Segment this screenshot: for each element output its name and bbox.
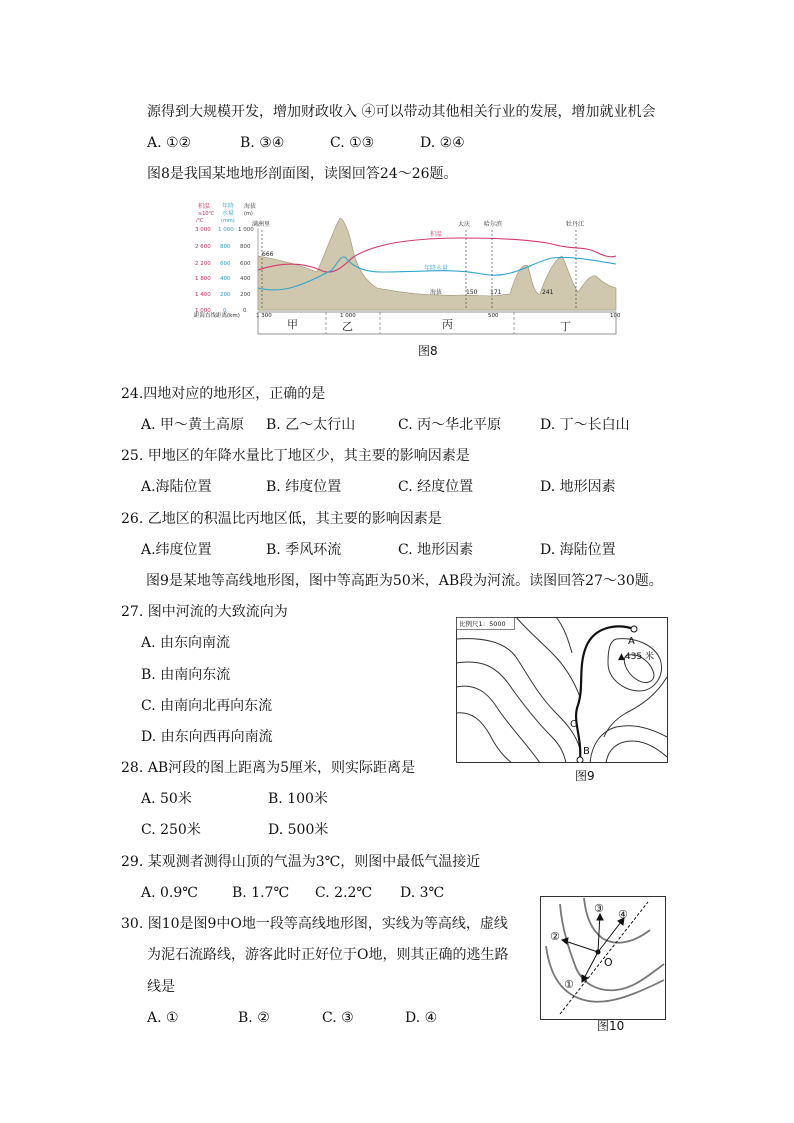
q26-option-b: B. 季风环流 xyxy=(266,542,342,558)
fig10-caption: 图10 xyxy=(597,1019,625,1033)
region-bing: 丙 xyxy=(442,318,453,331)
jiwen-unit: /℃ xyxy=(196,218,204,224)
svg-text:1 000: 1 000 xyxy=(340,313,356,319)
series-label-alt: 海拔 xyxy=(430,289,443,296)
q28-option-d: D. 500米 xyxy=(268,822,329,838)
q25-stem: 25. 甲地区的年降水量比丁地区少，其主要的影响因素是 xyxy=(121,448,470,464)
jiwen-header: 积温 xyxy=(198,203,211,210)
q29-option-d: D. 3℃ xyxy=(400,885,445,901)
svg-text:3 000: 3 000 xyxy=(195,227,211,233)
q24-option-d: D. 丁～长白山 xyxy=(540,417,630,433)
fig8-profile-chart xyxy=(192,196,628,340)
q25-option-c: C. 经度位置 xyxy=(398,479,474,495)
series-label-rain: 年降水量 xyxy=(424,265,449,272)
q30-stem-line1: 30. 图10是图9中O地一段等高线地形图，实线为等高线，虚线 xyxy=(121,916,508,932)
intro-option-d: D. ②④ xyxy=(420,135,465,151)
point-o: O xyxy=(604,956,613,969)
svg-text:241: 241 xyxy=(542,289,554,296)
region-ding: 丁 xyxy=(560,320,571,333)
q28-option-a: A. 50米 xyxy=(141,791,192,807)
q28-stem: 28. AB河段的图上距离为5厘米，则实际距离是 xyxy=(121,760,416,776)
rain-header2: 水量 xyxy=(222,210,235,217)
q28-option-b: B. 100米 xyxy=(268,791,328,807)
rain-header: 年降 xyxy=(222,203,235,210)
q27-option-d: D. 由东向西再向南流 xyxy=(141,729,273,745)
q24-option-b: B. 乙～太行山 xyxy=(266,417,356,433)
route-3: ③ xyxy=(594,902,604,915)
route-4: ④ xyxy=(618,908,628,921)
place-manzhouli: 满洲里 xyxy=(252,221,271,228)
route-2: ② xyxy=(550,930,560,943)
label-o: O xyxy=(570,719,578,730)
region-jia: 甲 xyxy=(287,318,298,331)
label-b: B xyxy=(583,746,590,757)
alt-header: 海拔 xyxy=(244,203,257,210)
q27-option-a: A. 由东向南流 xyxy=(141,635,231,651)
svg-text:666: 666 xyxy=(262,251,274,258)
q27-option-b: B. 由南向东流 xyxy=(141,667,231,683)
q26-option-a: A.纬度位置 xyxy=(141,542,212,558)
svg-text:0: 0 xyxy=(243,308,247,314)
svg-text:600: 600 xyxy=(220,261,231,267)
x-axis-label: 距海直线距离(km) xyxy=(194,313,240,319)
svg-text:1 400: 1 400 xyxy=(195,292,211,298)
q29-option-b: B. 1.7℃ xyxy=(232,885,290,901)
svg-text:500: 500 xyxy=(488,313,499,319)
q29-option-c: C. 2.2℃ xyxy=(315,885,373,901)
svg-text:400: 400 xyxy=(220,276,231,282)
svg-text:171: 171 xyxy=(490,289,502,296)
q25-option-d: D. 地形因素 xyxy=(540,479,616,495)
svg-text:600: 600 xyxy=(240,261,251,267)
fig8-lead: 图8是我国某地地形剖面图，读图回答24～26题。 xyxy=(147,166,458,182)
q26-option-d: D. 海陆位置 xyxy=(540,542,616,558)
fig8-caption: 图8 xyxy=(418,344,438,358)
svg-text:0: 0 xyxy=(223,308,227,314)
fig9-contour-map xyxy=(456,617,668,763)
rain-unit: (mm) xyxy=(221,218,235,224)
svg-text:1 800: 1 800 xyxy=(195,276,211,282)
place-haerbin: 哈尔滨 xyxy=(484,221,503,228)
svg-text:1 000: 1 000 xyxy=(238,227,254,233)
q27-stem: 27. 图中河流的大致流向为 xyxy=(121,604,288,620)
q25-option-b: B. 纬度位置 xyxy=(266,479,342,495)
q26-stem: 26. 乙地区的积温比丙地区低，其主要的影响因素是 xyxy=(121,511,442,527)
svg-text:400: 400 xyxy=(240,276,251,282)
route-1: ① xyxy=(564,978,574,991)
q30-option-a: A. ① xyxy=(147,1010,179,1026)
fig9-scale: 比例尺1：5000 xyxy=(459,620,506,628)
peak-435: ▲435 米 xyxy=(618,652,654,662)
region-yi: 乙 xyxy=(342,320,353,333)
fig9-lead: 图9是某地等高线地形图，图中等高距为50米，AB段为河流。读图回答27～30题。 xyxy=(146,573,663,589)
q29-option-a: A. 0.9℃ xyxy=(141,885,198,901)
svg-text:800: 800 xyxy=(240,244,251,250)
fig10-escape-map xyxy=(540,896,666,1020)
q29-stem: 29. 某观测者测得山顶的气温为3℃，则图中最低气温接近 xyxy=(121,854,481,870)
intro-line: 源得到大规模开发，增加财政收入 ④可以带动其他相关行业的发展，增加就业机会 xyxy=(147,104,656,120)
q24-stem: 24.四地对应的地形区，正确的是 xyxy=(121,386,326,402)
intro-option-c: C. ①③ xyxy=(330,135,375,151)
alt-unit: (m) xyxy=(244,211,253,217)
intro-option-b: B. ③④ xyxy=(240,135,285,151)
q30-stem-line3: 线是 xyxy=(147,979,175,995)
svg-text:2 200: 2 200 xyxy=(195,261,211,267)
svg-text:800: 800 xyxy=(220,244,231,250)
svg-text:2 600: 2 600 xyxy=(195,244,211,250)
q30-option-b: B. ② xyxy=(238,1010,270,1026)
svg-text:1 300: 1 300 xyxy=(256,313,272,319)
svg-text:1 000: 1 000 xyxy=(195,308,211,314)
q30-option-d: D. ④ xyxy=(405,1010,438,1026)
svg-text:150: 150 xyxy=(466,289,478,296)
svg-text:200: 200 xyxy=(240,292,251,298)
place-mudanjiang: 牡丹江 xyxy=(566,221,585,228)
intro-option-a: A. ①② xyxy=(147,135,192,151)
q25-option-a: A.海陆位置 xyxy=(141,479,212,495)
q27-option-c: C. 由南向北再向东流 xyxy=(141,698,273,714)
svg-text:1 000: 1 000 xyxy=(218,227,234,233)
jiwen-sub: ≥10℃ xyxy=(198,211,215,217)
label-a: A xyxy=(628,636,635,647)
svg-text:100: 100 xyxy=(610,313,621,319)
fig9-caption: 图9 xyxy=(575,769,595,783)
series-label-jiwen: 积温 xyxy=(430,231,443,238)
q26-option-c: C. 地形因素 xyxy=(398,542,474,558)
svg-text:200: 200 xyxy=(220,292,231,298)
q24-option-a: A. 甲～黄土高原 xyxy=(141,417,245,433)
q28-option-c: C. 250米 xyxy=(141,822,201,838)
q30-option-c: C. ③ xyxy=(322,1010,354,1026)
q30-stem-line2: 为泥石流路线，游客此时正好位于O地，则其正确的逃生路 xyxy=(147,947,509,963)
q24-option-c: C. 丙～华北平原 xyxy=(398,417,502,433)
place-daqing: 大庆 xyxy=(458,221,471,228)
